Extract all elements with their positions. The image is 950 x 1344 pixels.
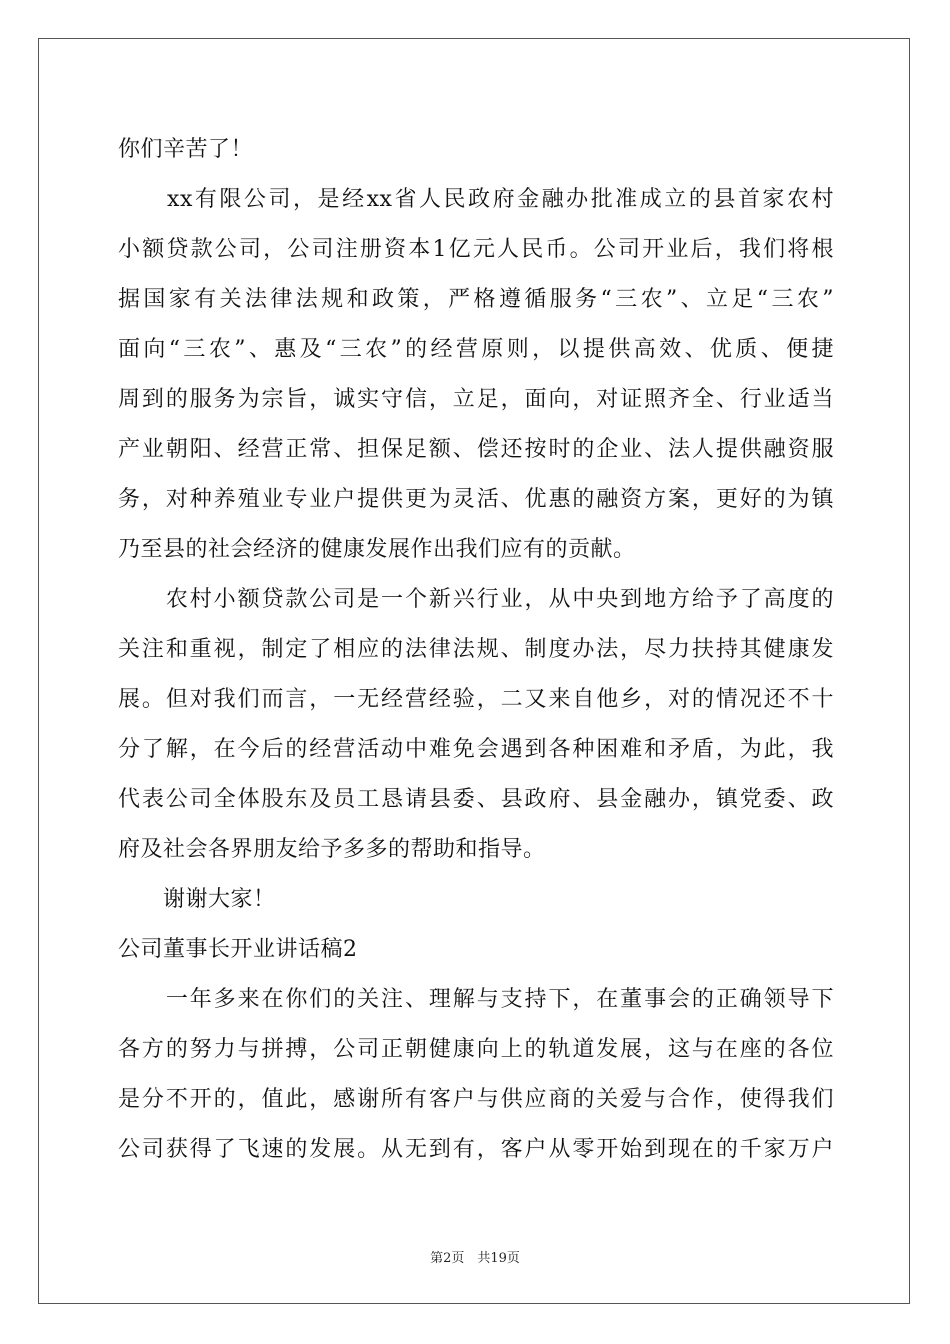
text-line: 产业朝阳、经营正常、担保足额、偿还按时的企业、法人提供融资服 bbox=[118, 437, 834, 462]
text-line: 各方的努力与拼搏，公司正朝健康向上的轨道发展，这与在座的各位 bbox=[118, 1037, 834, 1062]
text-line: 务，对种养殖业专业户提供更为灵活、优惠的融资方案，更好的为镇 bbox=[118, 487, 834, 512]
text-line: 你们辛苦了！ bbox=[118, 137, 254, 162]
text-line: 公司获得了飞速的发展。从无到有，客户从零开始到现在的千家万户 bbox=[118, 1137, 834, 1162]
text-line: 据国家有关法律法规和政策，严格遵循服务“三农”、立足“三农” bbox=[118, 287, 834, 312]
section-heading: 公司董事长开业讲话稿2 bbox=[118, 937, 358, 962]
text-line: 乃至县的社会经济的健康发展作出我们应有的贡献。 bbox=[118, 537, 636, 562]
text-line: 农村小额贷款公司是一个新兴行业，从中央到地方给予了高度的 bbox=[118, 587, 834, 612]
text-line: 关注和重视，制定了相应的法律法规、制度办法，尽力扶持其健康发 bbox=[118, 637, 834, 662]
text-line: 分了解，在今后的经营活动中难免会遇到各种困难和矛盾，为此，我 bbox=[118, 737, 834, 762]
text-line: 展。但对我们而言，一无经营经验，二又来自他乡，对的情况还不十 bbox=[118, 687, 834, 712]
document-body bbox=[118, 125, 834, 1175]
text-line: 是分不开的，值此，感谢所有客户与供应商的关爱与合作，使得我们 bbox=[118, 1087, 834, 1112]
text-line: xx有限公司，是经xx省人民政府金融办批准成立的县首家农村 bbox=[118, 187, 834, 212]
page-number: 第2页 共19页 bbox=[430, 1251, 520, 1266]
text-line: 谢谢大家！ bbox=[118, 887, 276, 912]
text-line: 一年多来在你们的关注、理解与支持下，在董事会的正确领导下 bbox=[118, 987, 834, 1012]
text-line: 小额贷款公司，公司注册资本1亿元人民币。公司开业后，我们将根 bbox=[118, 237, 834, 262]
text-line: 代表公司全体股东及员工恳请县委、县政府、县金融办，镇党委、政 bbox=[118, 787, 834, 812]
text-line: 周到的服务为宗旨，诚实守信，立足，面向，对证照齐全、行业适当 bbox=[118, 387, 834, 412]
text-line: 面向“三农”、惠及“三农”的经营原则，以提供高效、优质、便捷 bbox=[118, 337, 834, 362]
text-line: 府及社会各界朋友给予多多的帮助和指导。 bbox=[118, 837, 546, 862]
